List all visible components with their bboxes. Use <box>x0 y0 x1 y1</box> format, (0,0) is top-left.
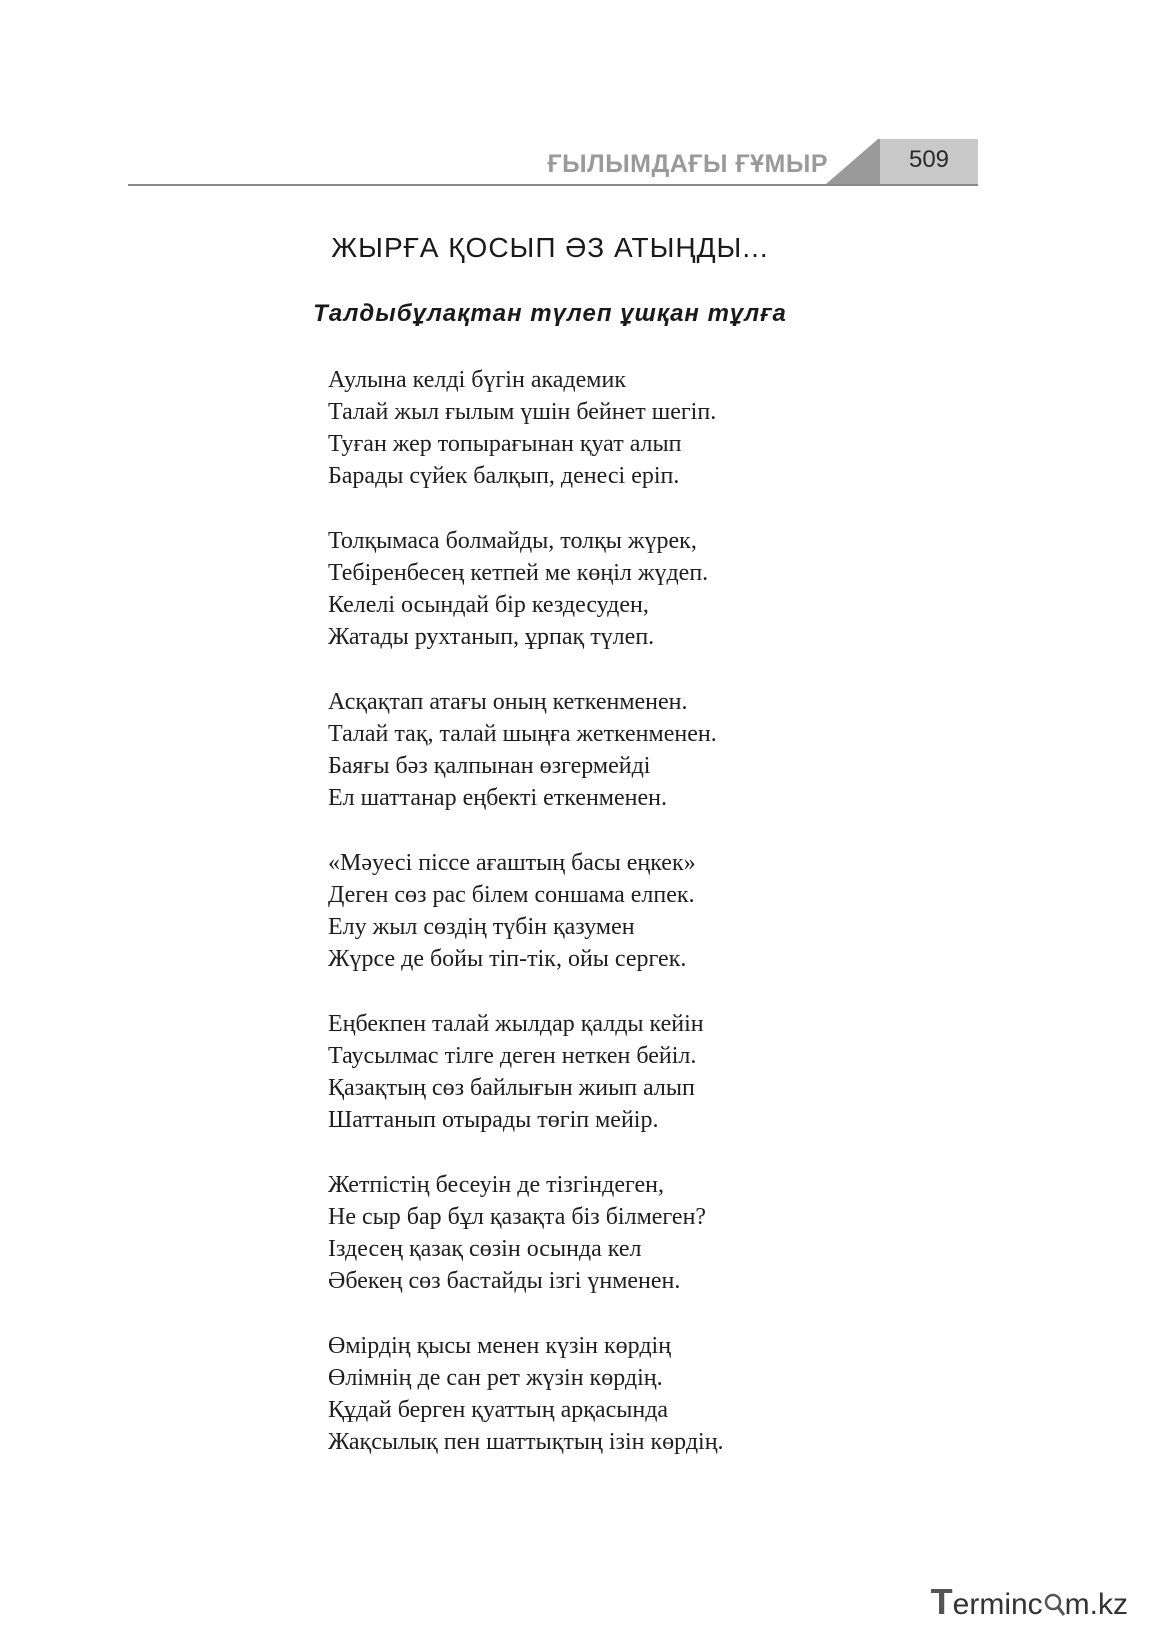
stanza-7 <box>328 1330 968 1458</box>
poem-line: Баяғы бәз қалпынан өзгермейді <box>328 753 651 779</box>
section-title: ҒЫЛЫМДАҒЫ ҒҰМЫР <box>547 150 828 178</box>
poem-line: Әбекең сөз бастайды ізгі үнменен. <box>328 1268 681 1294</box>
stanza-2 <box>328 525 968 653</box>
termincom-watermark[interactable] <box>931 1581 1128 1623</box>
running-header <box>0 0 1158 200</box>
page-number: 509 <box>908 146 950 173</box>
poem-line: Деген сөз рас білем соншама елпек. <box>328 882 695 908</box>
poem-line: «Мәуесі піссе ағаштың басы еңкек» <box>328 850 696 876</box>
poem-line: Туған жер топырағынан қуат алып <box>328 431 682 457</box>
poem-line: Толқымаса болмайды, толқы жүрек, <box>328 528 697 554</box>
poem-line: Жүрсе де бойы тіп-тік, ойы сергек. <box>328 946 687 972</box>
poem-line: Жақсылық пен шаттықтың ізін көрдің. <box>328 1429 724 1455</box>
poem-line: Талай жыл ғылым үшін бейнет шегіп. <box>328 399 717 425</box>
poem-line: Еңбекпен талай жылдар қалды кейін <box>328 1011 704 1037</box>
poem-line: Жетпістің бесеуін де тізгіндеген, <box>328 1172 664 1198</box>
watermark-text: erminc <box>952 1588 1043 1621</box>
header-rule <box>128 184 978 186</box>
poem-line: Қазақтың сөз байлығын жиып алып <box>328 1075 695 1101</box>
poem-line: Өлімнің де сан рет жүзін көрдің. <box>328 1365 663 1391</box>
poem-line: Тебіренбесең кетпей ме көңіл жүдеп. <box>328 560 709 586</box>
poem-line: Шаттанып отырады төгіп мейір. <box>328 1107 659 1133</box>
poem-line: Өмірдің қысы менен күзін көрдің <box>328 1333 672 1359</box>
magnifier-icon <box>1043 1591 1065 1617</box>
watermark-domain: m.kz <box>1064 1588 1128 1621</box>
stanza-4 <box>328 847 968 975</box>
poem-line: Талай тақ, талай шыңға жеткенменен. <box>328 721 717 747</box>
stanza-1 <box>328 364 968 492</box>
chapter-subtitle: Талдыбұлақтан түлеп ұшқан тұлға <box>313 300 787 327</box>
poem-line: Іздесең қазақ сөзін осында кел <box>328 1236 642 1262</box>
poem-line: Келелі осындай бір кездесуден, <box>328 592 649 618</box>
poem-line: Жатады рухтанып, ұрпақ түлеп. <box>328 624 655 650</box>
stanza-3 <box>328 686 968 814</box>
watermark-initial: T <box>930 1581 953 1622</box>
chapter-title: ЖЫРҒА ҚОСЫП ӘЗ АТЫҢДЫ... <box>331 232 769 263</box>
poem-line: Барады сүйек балқып, денесі еріп. <box>328 463 680 489</box>
poem-line: Не сыр бар бұл қазақта біз білмеген? <box>328 1204 707 1230</box>
poem-line: Асқақтап атағы оның кеткенменен. <box>328 689 688 715</box>
poem <box>328 364 968 1491</box>
poem-line: Ел шаттанар еңбекті еткенменен. <box>328 785 667 811</box>
poem-line: Құдай берген қуаттың арқасында <box>328 1397 669 1423</box>
poem-line: Елу жыл сөздің түбін қазумен <box>328 914 635 940</box>
poem-line: Аулына келді бүгін академик <box>328 367 626 393</box>
stanza-6 <box>328 1169 968 1297</box>
stanza-5 <box>328 1008 968 1136</box>
poem-line: Таусылмас тілге деген неткен бейіл. <box>328 1043 697 1069</box>
